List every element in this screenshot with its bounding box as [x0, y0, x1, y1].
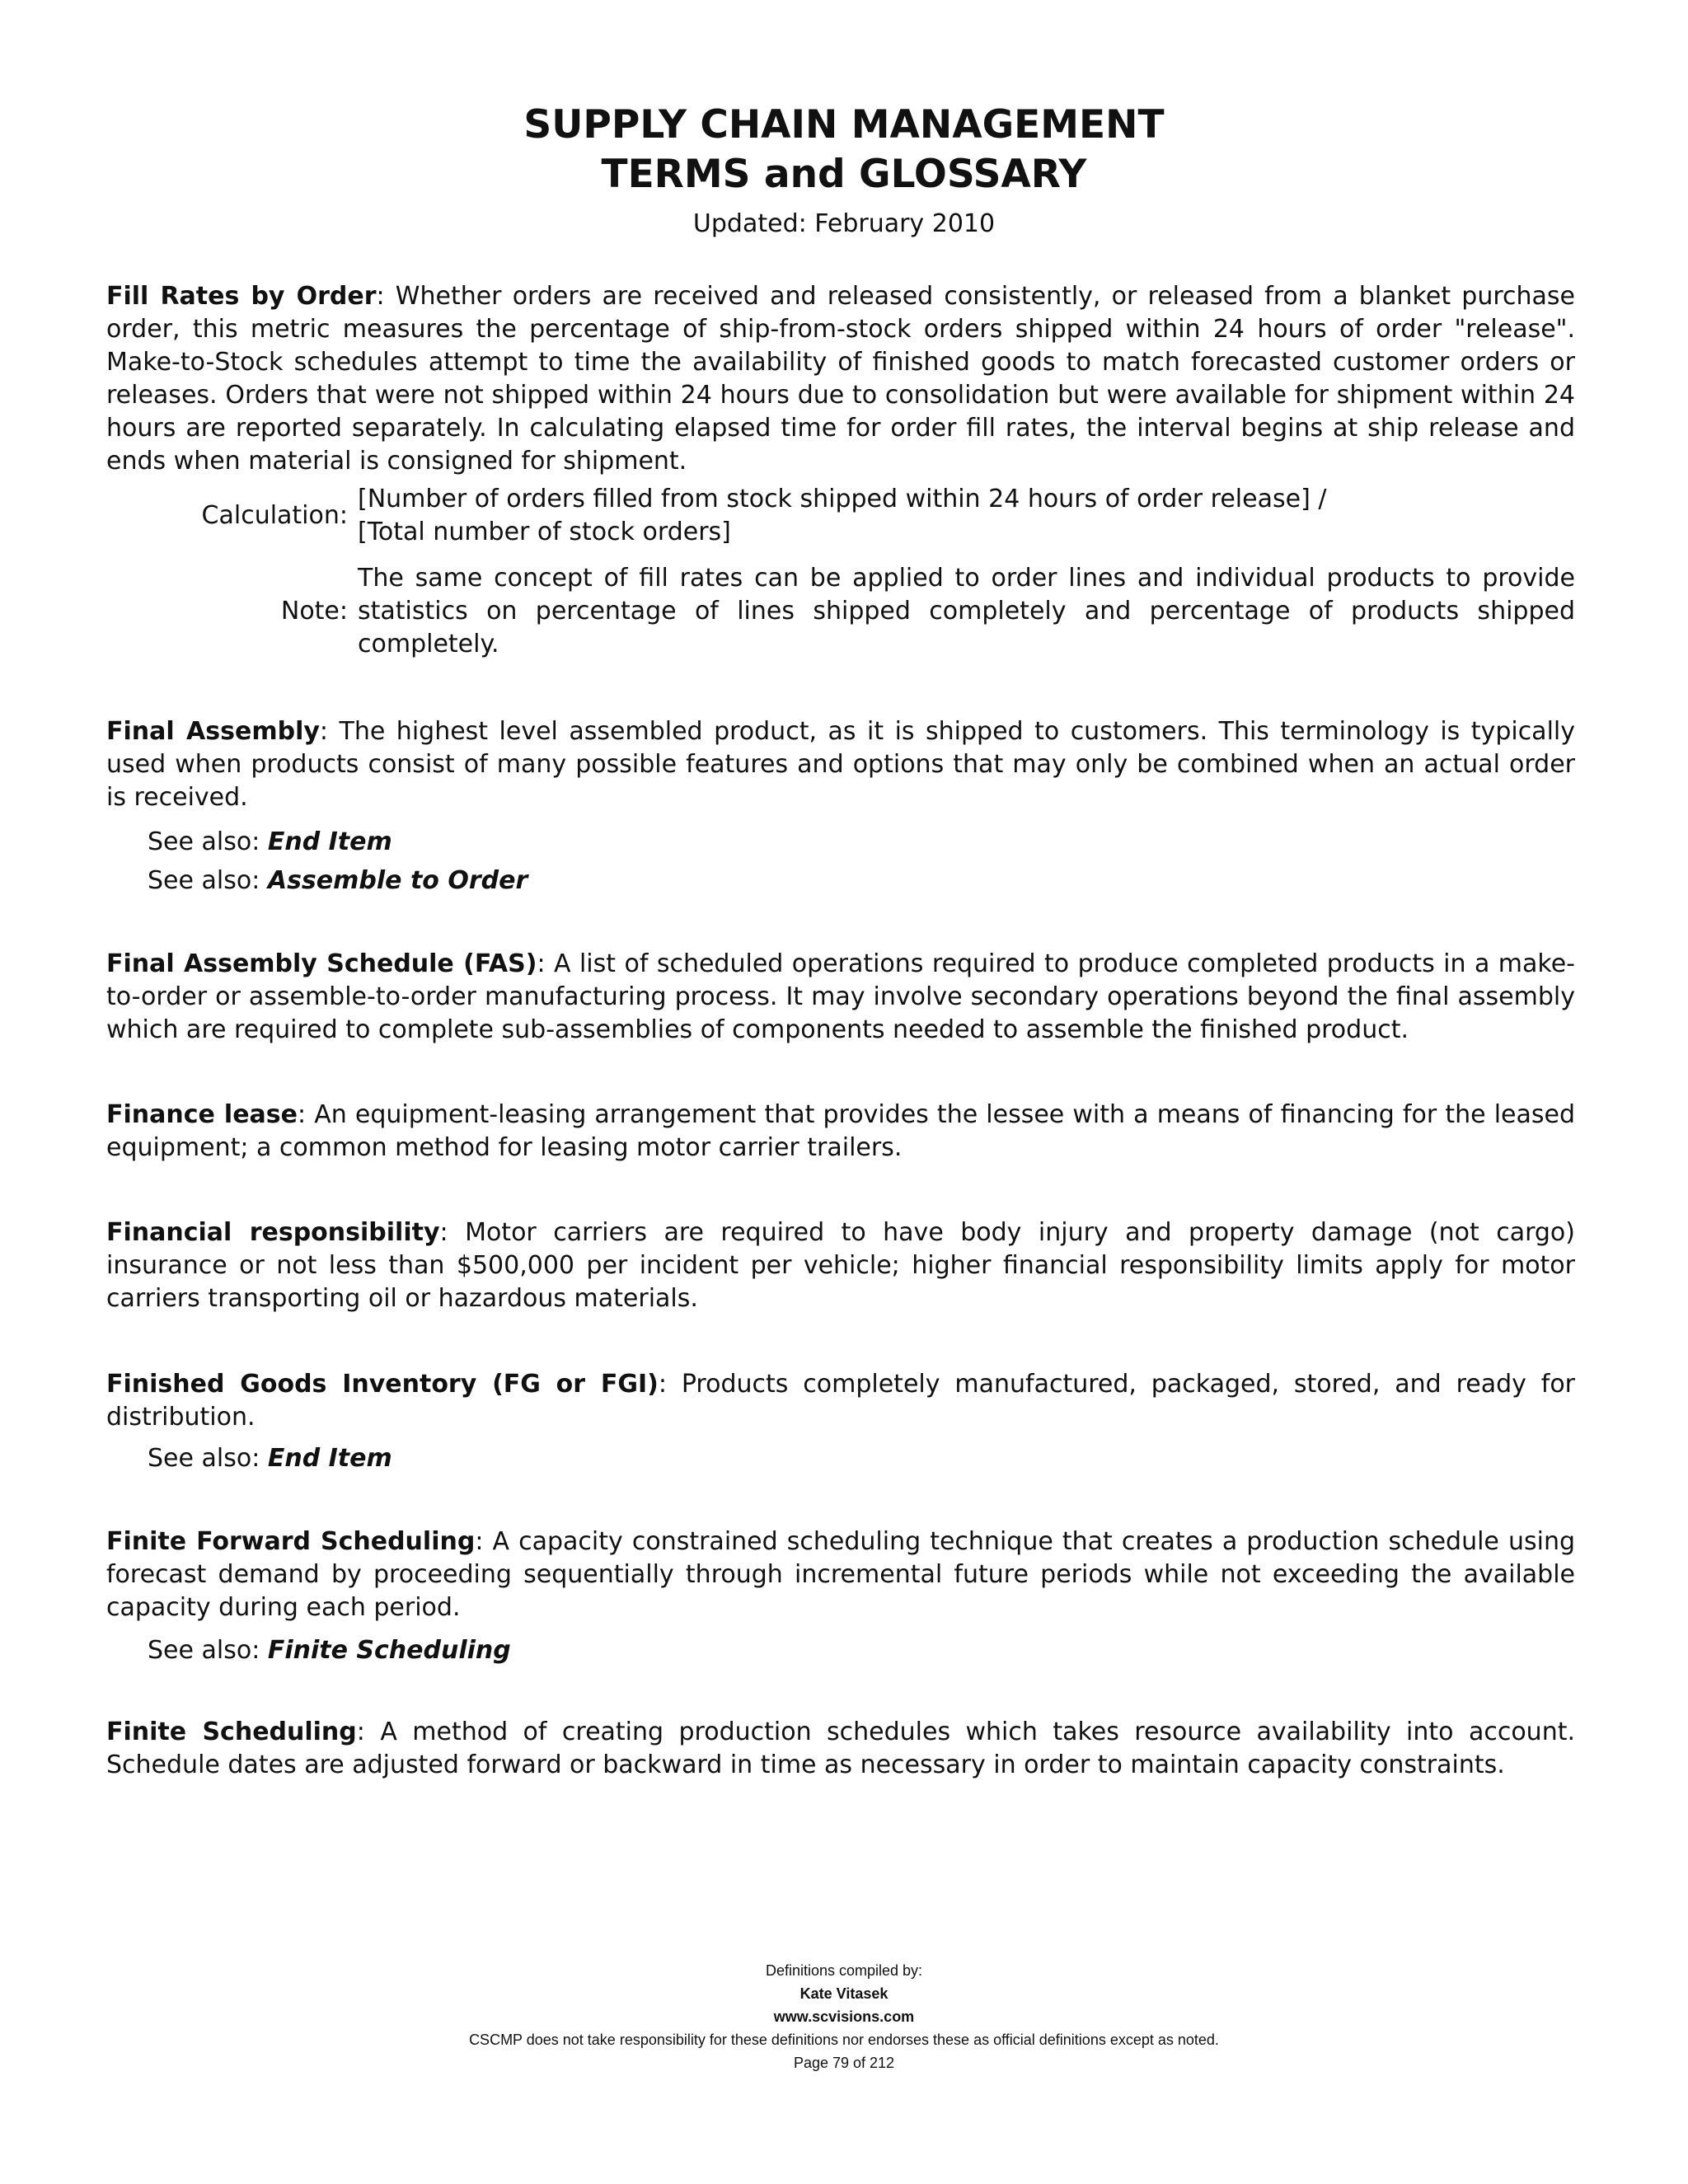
see-also-link[interactable]: End Item — [267, 1444, 392, 1473]
glossary-entry-financial-responsibility — [106, 1216, 1575, 1315]
see-also-line — [148, 865, 528, 898]
footer-website[interactable]: www.scvisions.com — [773, 2008, 915, 2025]
glossary-term: Finance lease — [106, 1100, 298, 1129]
see-also-line — [148, 1634, 511, 1667]
glossary-definition: : An equipment-leasing arrangement that provides the lessee with a means of financing for the leased equipment; a common method for leasing motor carrier trailers. — [106, 1100, 1575, 1162]
footer-author: Kate Vitasek — [799, 1985, 889, 2002]
see-also-line — [148, 1442, 392, 1475]
glossary-definition: : Motor carriers are required to have body injury and property damage (not cargo) insurance or not less than $500,000 per incident per vehicle; higher financial responsibility limits apply for motor carriers transporting oil or hazardous materials. — [106, 1218, 1575, 1313]
glossary-entry-finance-lease — [106, 1099, 1575, 1165]
glossary-term: Final Assembly — [106, 717, 320, 746]
calculation-formula — [358, 483, 1575, 549]
glossary-definition: : A capacity constrained scheduling technique that creates a production schedule using forecast demand by proceeding sequentially through incremental future periods while not exceeding the available capacity during each period. — [106, 1527, 1576, 1622]
glossary-entry-finished-goods-inventory — [106, 1368, 1575, 1434]
glossary-definition: : A method of creating production schedules which takes resource availability into account. Schedule dates are adjusted forward or backward in time as necessary in order to maintain capacity constraints. — [106, 1718, 1576, 1779]
glossary-entry-fill-rates-by-order — [106, 280, 1575, 478]
glossary-entry-final-assembly-schedule — [106, 948, 1575, 1047]
footer-page-number: Page 79 of 212 — [793, 2055, 895, 2071]
calculation-line: [Total number of stock orders] — [358, 518, 731, 546]
page-title-line2: TERMS and GLOSSARY — [601, 152, 1087, 197]
see-also-label: See also: — [148, 1444, 260, 1473]
see-also-link[interactable]: Assemble to Order — [267, 866, 528, 895]
glossary-term: Financial responsibility — [106, 1218, 440, 1247]
glossary-entry-finite-forward-scheduling — [106, 1526, 1575, 1624]
see-also-link[interactable]: Finite Scheduling — [267, 1636, 511, 1665]
glossary-definition: : The highest level assembled product, as it is shipped to customers. This terminology is typically used when products consist of many possible features and options that may only be combined when an actual order is received. — [106, 717, 1575, 812]
see-also-label: See also: — [148, 866, 260, 895]
glossary-term: Finite Scheduling — [106, 1718, 357, 1746]
glossary-term: Fill Rates by Order — [106, 282, 377, 311]
glossary-term: Finite Forward Scheduling — [106, 1527, 476, 1556]
see-also-label: See also: — [148, 827, 260, 856]
note-text: The same concept of fill rates can be applied to order lines and individual products to provide statistics on percentage of lines shipped completely and percentage of products shipped completely. — [358, 564, 1575, 658]
updated-date: Updated: February 2010 — [692, 209, 996, 238]
glossary-term: Finished Goods Inventory (FG or FGI) — [106, 1370, 659, 1399]
calculation-label: Calculation: — [201, 501, 348, 530]
page-title-line1: SUPPLY CHAIN MANAGEMENT — [523, 102, 1165, 148]
glossary-entry-final-assembly — [106, 715, 1575, 814]
footer-compiled-by: Definitions compiled by: — [765, 1962, 923, 1979]
see-also-line — [148, 826, 392, 859]
glossary-definition: : Whether orders are received and released consistently, or released from a blanket purchase order, this metric measures the percentage of ship-from-stock orders shipped within 24 hours of order "release". Make-to-Stock schedules attempt to time the availability of finished goods to match forecasted customer orders or releases. Orders that were not shipped within 24 hours due to consolidation but were available for shipment within 24 hours are reported separately. In calculating elapsed time for order fill rates, the interval begins at ship release and ends when material is consigned for shipment. — [106, 282, 1575, 476]
glossary-entry-finite-scheduling — [106, 1716, 1575, 1782]
glossary-definition: : A list of scheduled operations required to produce completed products in a make-to-order or assemble-to-order manufacturing process. It may involve secondary operations beyond the final assembly which are required to complete sub-assemblies of components needed to assemble the finished product. — [106, 949, 1575, 1044]
calculation-line: [Number of orders filled from stock shipped within 24 hours of order release] / — [358, 485, 1327, 513]
glossary-term: Final Assembly Schedule (FAS) — [106, 949, 537, 978]
footer-disclaimer: CSCMP does not take responsibility for these definitions nor endorses these as official definitions except as noted. — [469, 2032, 1219, 2048]
see-also-label: See also: — [148, 1636, 260, 1665]
see-also-link[interactable]: End Item — [267, 827, 392, 856]
glossary-definition: : Products completely manufactured, packaged, stored, and ready for distribution. — [106, 1370, 1576, 1432]
note-label: Note: — [280, 597, 348, 626]
